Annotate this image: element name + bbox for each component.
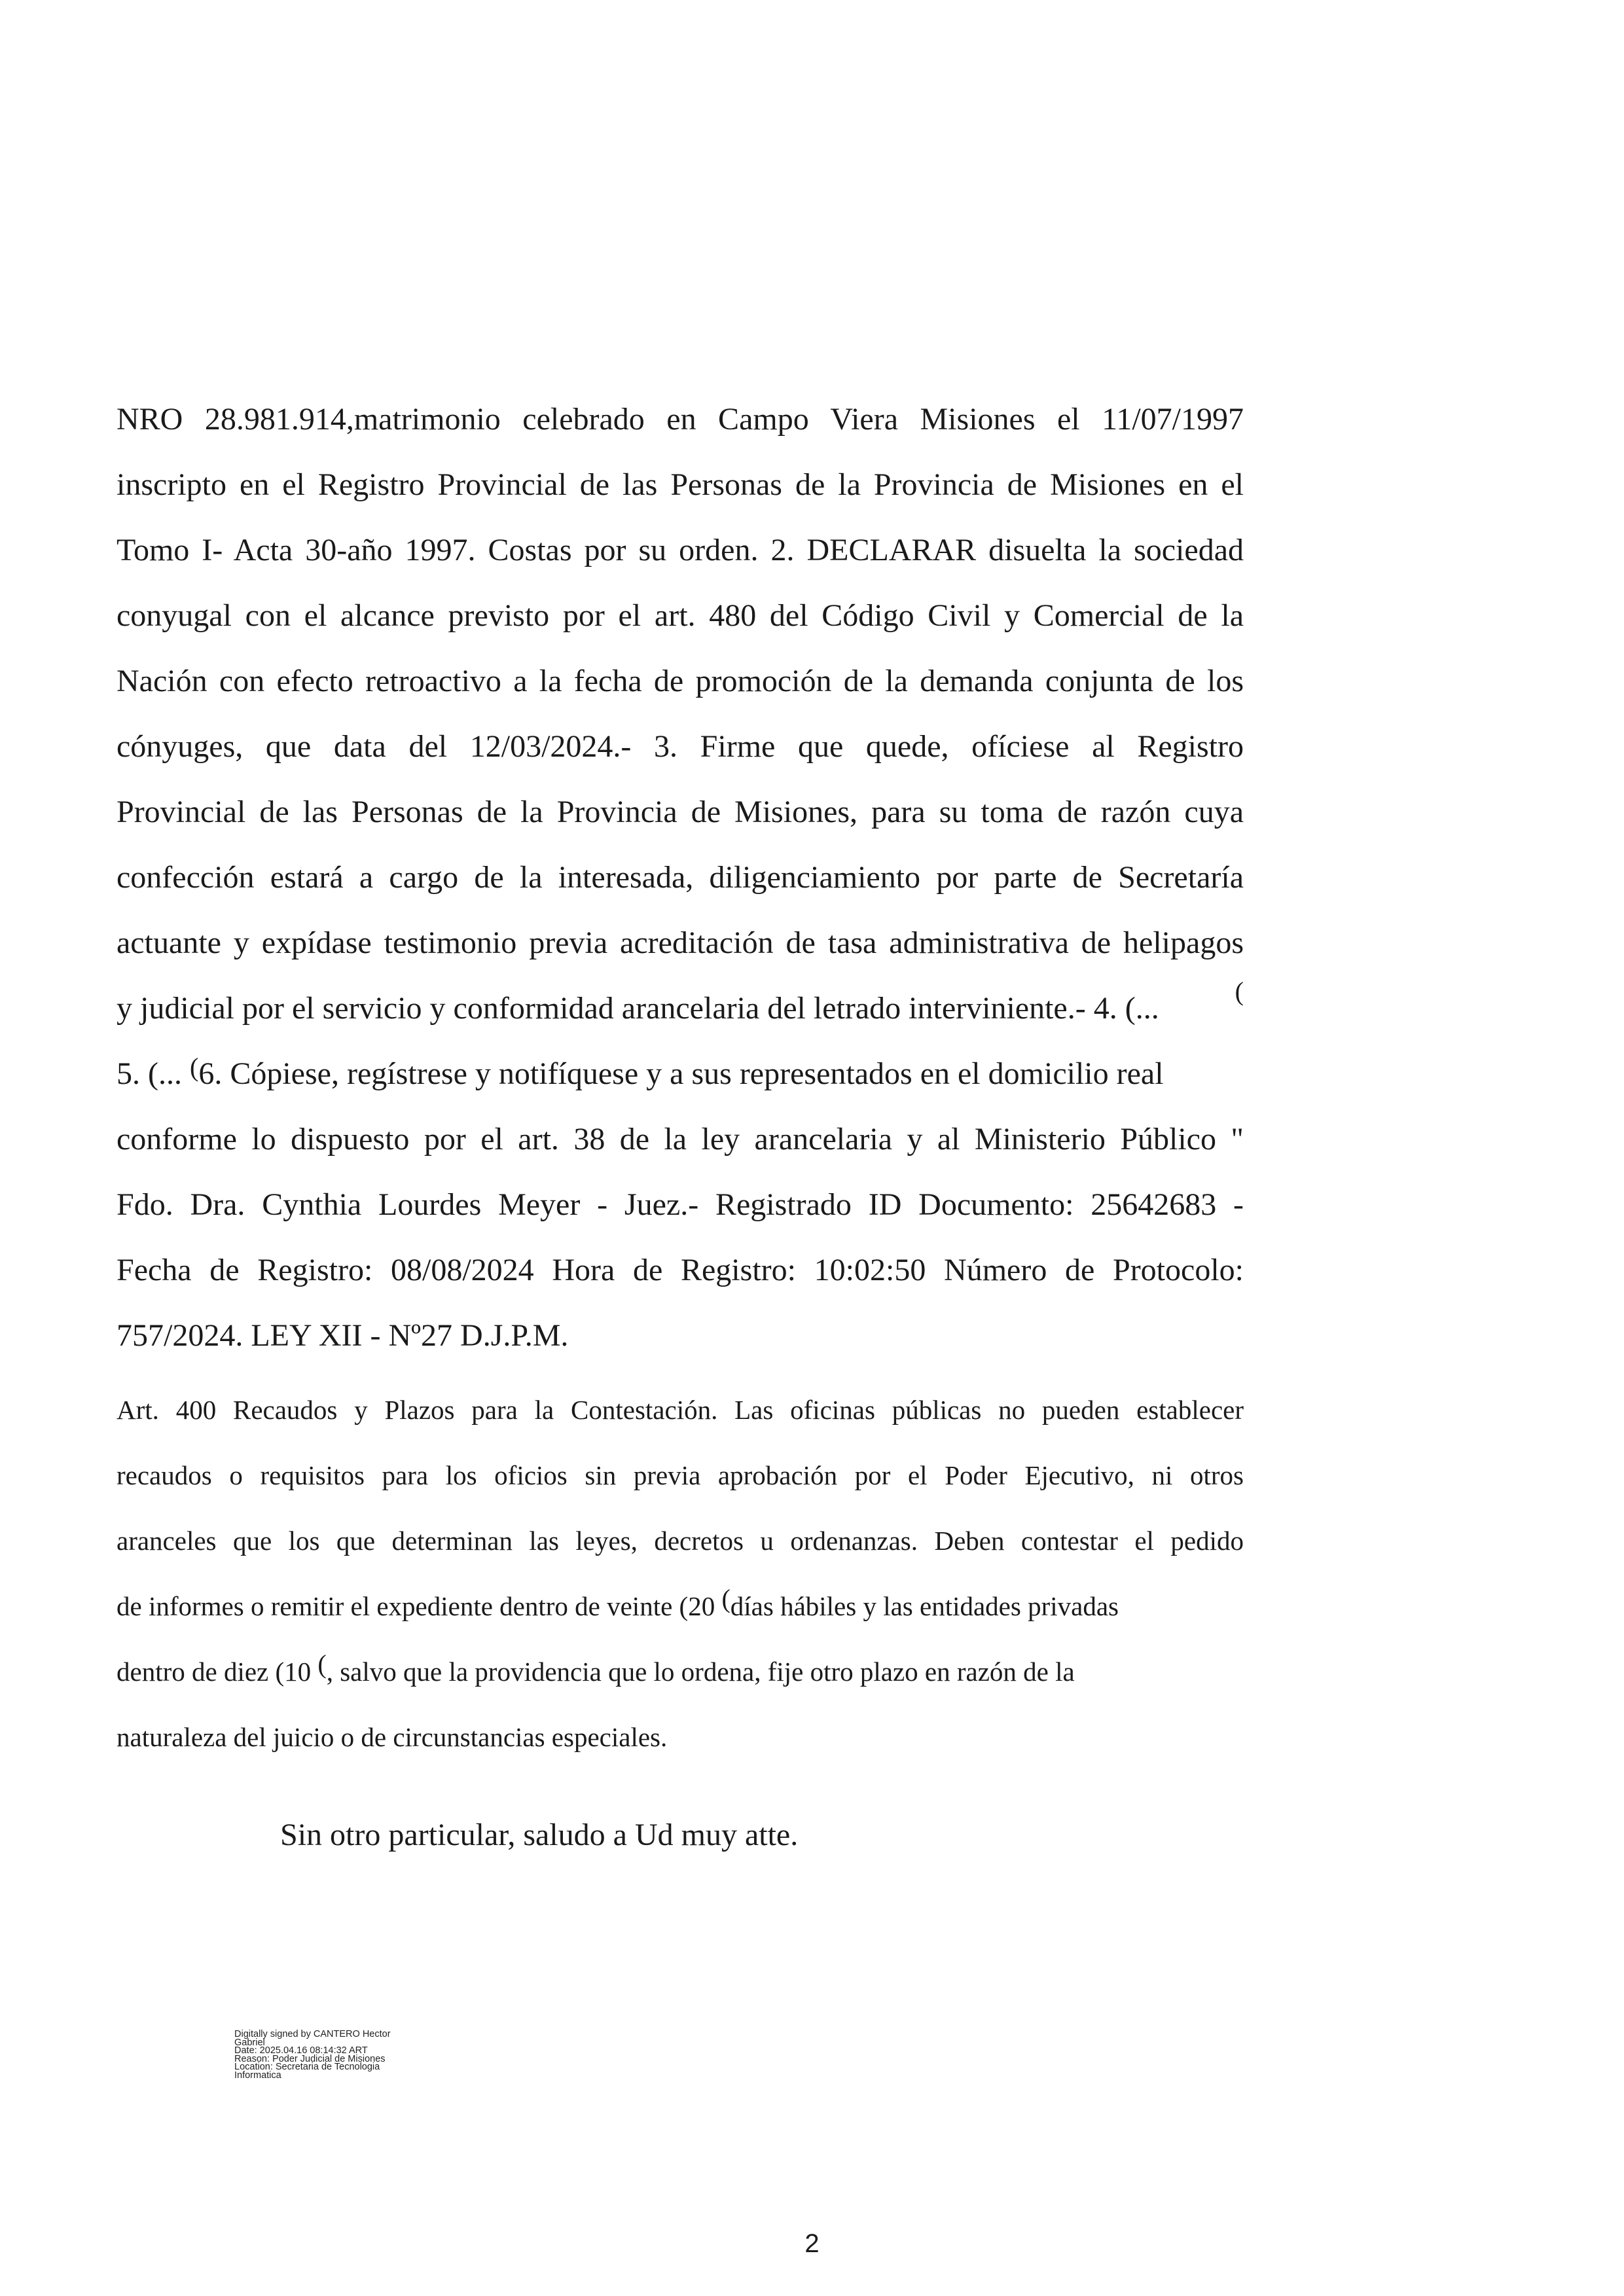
body-line: conyugal con el alcance previsto por el art. 480 del Código Civil y Comercial de la (117, 598, 1244, 633)
article-line (117, 1649, 1244, 1687)
article-text: , salvo que la providencia que lo ordena, fije otro plazo en razón de la (326, 1657, 1075, 1687)
footnote-mark: ( (189, 1052, 199, 1082)
body-line: inscripto en el Registro Provincial de las Personas de la Provincia de Misiones en el (117, 467, 1244, 502)
article-line: recaudos o requisitos para los oficios sin previa aprobación por el Poder Ejecutivo, ni otros (117, 1460, 1244, 1490)
body-line: Fdo. Dra. Cynthia Lourdes Meyer - Juez.- Registrado ID Documento: 25642683 - (117, 1187, 1244, 1222)
body-line: actuante y expídase testimonio previa acreditación de tasa administrativa de helipagos (117, 925, 1244, 960)
body-line: conforme lo dispuesto por el art. 38 de la ley arancelaria y al Ministerio Público " (117, 1122, 1244, 1157)
article-line: naturaleza del juicio o de circunstancias especiales. (117, 1722, 668, 1752)
article-line: aranceles que los que determinan las leyes, decretos u ordenanzas. Deben contestar el pedido (117, 1526, 1244, 1556)
page-number: 2 (804, 2229, 820, 2258)
body-line: confección estará a cargo de la interesada, diligenciamiento por parte de Secretaría (117, 860, 1244, 895)
body-text: 5. (... (117, 1056, 182, 1091)
signature-line: Location: Secretaria de Tecnologia (234, 2062, 380, 2072)
signature-line: Digitally signed by CANTERO Hector (234, 2029, 391, 2039)
body-line: Fecha de Registro: 08/08/2024 Hora de Registro: 10:02:50 Número de Protocolo: (117, 1253, 1244, 1287)
footnote-mark: ( (317, 1649, 327, 1679)
article-text: días hábiles y las entidades privadas (730, 1591, 1119, 1621)
digital-signature-block (234, 2030, 391, 2079)
article-text: dentro de diez (10 (117, 1657, 312, 1687)
footnote-mark: ( (1235, 977, 1244, 1006)
body-line: Tomo I- Acta 30-año 1997. Costas por su orden. 2. DECLARAR disuelta la sociedad (117, 533, 1244, 567)
body-text: 6. Cópiese, regístrese y notifíquese y a sus representados en el domicilio real (198, 1056, 1164, 1091)
footnote-mark: ( (721, 1584, 731, 1613)
signature-line: Date: 2025.04.16 08:14:32 ART (234, 2045, 368, 2056)
body-line (117, 977, 1244, 1026)
body-text: y judicial por el servicio y conformidad arancelaria del letrado interviniente.- 4. (... (117, 991, 1159, 1026)
body-line (117, 1052, 1244, 1092)
article-text: de informes o remitir el expediente dentro de veinte (20 (117, 1591, 715, 1621)
body-line: 757/2024. LEY XII - Nº27 D.J.P.M. (117, 1318, 569, 1353)
closing-salutation: Sin otro particular, saludo a Ud muy atte. (280, 1818, 799, 1852)
body-line: NRO 28.981.914,matrimonio celebrado en Campo Viera Misiones el 11/07/1997 (117, 402, 1244, 437)
article-line: Art. 400 Recaudos y Plazos para la Contestación. Las oficinas públicas no pueden establecer (117, 1395, 1244, 1425)
signature-line: Gabriel (234, 2037, 265, 2048)
signature-line: Informatica (234, 2070, 281, 2081)
signature-line: Reason: Poder Judicial de Misiones (234, 2053, 386, 2064)
article-line (117, 1584, 1244, 1622)
body-line: Provincial de las Personas de la Provincia de Misiones, para su toma de razón cuya (117, 795, 1244, 829)
body-line: Nación con efecto retroactivo a la fecha de promoción de la demanda conjunta de los (117, 664, 1244, 698)
body-line: cónyuges, que data del 12/03/2024.- 3. Firme que quede, ofíciese al Registro (117, 729, 1244, 764)
